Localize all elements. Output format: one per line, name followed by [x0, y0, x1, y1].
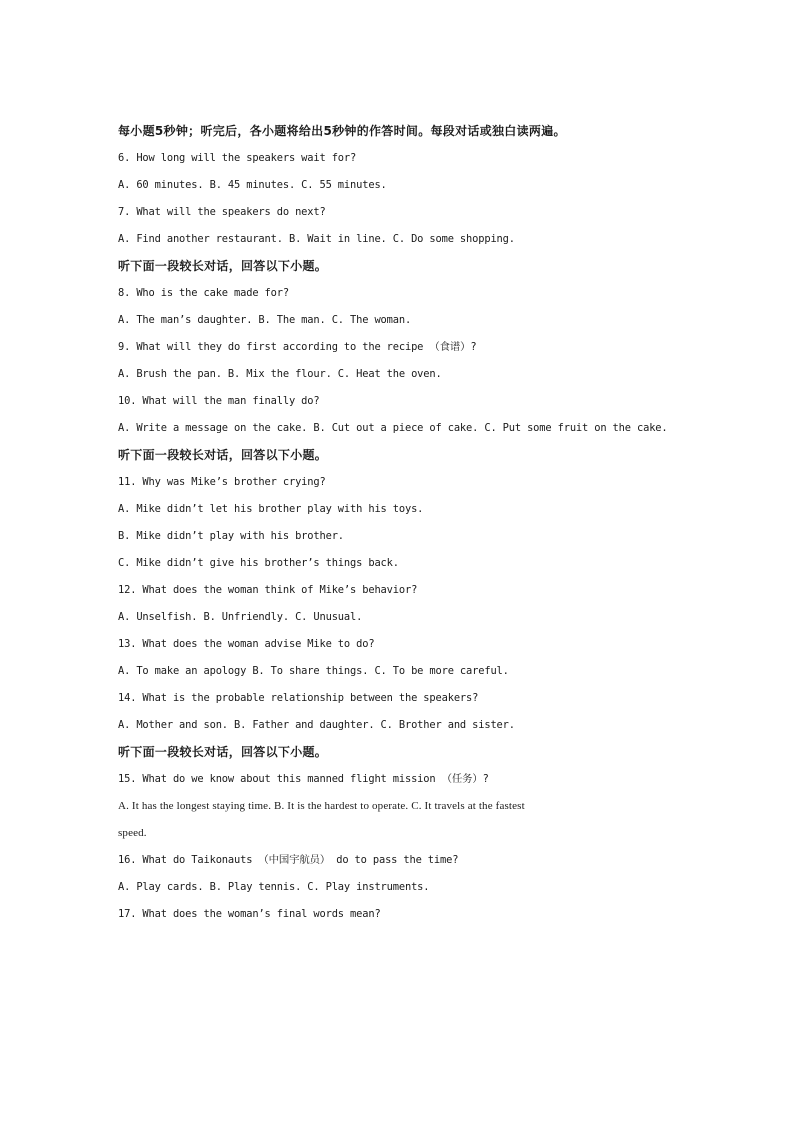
document-page — [118, 122, 718, 932]
options-15: A. It has the longest staying time. B. It is the hardest to operate. C. It travels at the fastest — [118, 800, 525, 812]
options-12: A. Unselfish. B. Unfriendly. C. Unusual. — [118, 611, 363, 623]
section-instruction: 每小题5秒钟；听完后，各小题将给出5秒钟的作答时间。每段对话或独白读两遍。 — [118, 124, 566, 138]
question-7: 7. What will the speakers do next? — [118, 206, 326, 218]
options-14: A. Mother and son. B. Father and daughter. C. Brother and sister. — [118, 719, 515, 731]
section-heading: 听下面一段较长对话，回答以下小题。 — [118, 448, 328, 462]
options-6: A. 60 minutes. B. 45 minutes. C. 55 minutes. — [118, 179, 387, 191]
options-16: A. Play cards. B. Play tennis. C. Play instruments. — [118, 881, 430, 893]
options-8: A. The man’s daughter. B. The man. C. The woman. — [118, 314, 412, 326]
options-9: A. Brush the pan. B. Mix the flour. C. Heat the oven. — [118, 368, 442, 380]
options-7: A. Find another restaurant. B. Wait in line. C. Do some shopping. — [118, 233, 515, 245]
question-11: 11. Why was Mike’s brother crying? — [118, 476, 326, 488]
options-15-continued: speed. — [118, 827, 147, 839]
question-17: 17. What does the woman’s final words mean? — [118, 908, 381, 920]
question-6: 6. How long will the speakers wait for? — [118, 152, 357, 164]
section-heading: 听下面一段较长对话，回答以下小题。 — [118, 259, 328, 273]
section-heading: 听下面一段较长对话，回答以下小题。 — [118, 745, 328, 759]
question-8: 8. Who is the cake made for? — [118, 287, 289, 299]
question-15: 15. What do we know about this manned flight mission （任务）? — [118, 773, 489, 785]
option-11-b: B. Mike didn’t play with his brother. — [118, 530, 344, 542]
option-11-a: A. Mike didn’t let his brother play with his toys. — [118, 503, 424, 515]
options-13: A. To make an apology B. To share things. C. To be more careful. — [118, 665, 509, 677]
question-13: 13. What does the woman advise Mike to do? — [118, 638, 375, 650]
question-10: 10. What will the man finally do? — [118, 395, 320, 407]
option-11-c: C. Mike didn’t give his brother’s things back. — [118, 557, 399, 569]
question-12: 12. What does the woman think of Mike’s behavior? — [118, 584, 418, 596]
question-14: 14. What is the probable relationship between the speakers? — [118, 692, 479, 704]
question-16: 16. What do Taikonauts （中国宇航员） do to pass the time? — [118, 854, 459, 866]
options-10: A. Write a message on the cake. B. Cut out a piece of cake. C. Put some fruit on the cake. — [118, 422, 668, 434]
question-9: 9. What will they do first according to the recipe （食谱）? — [118, 341, 477, 353]
